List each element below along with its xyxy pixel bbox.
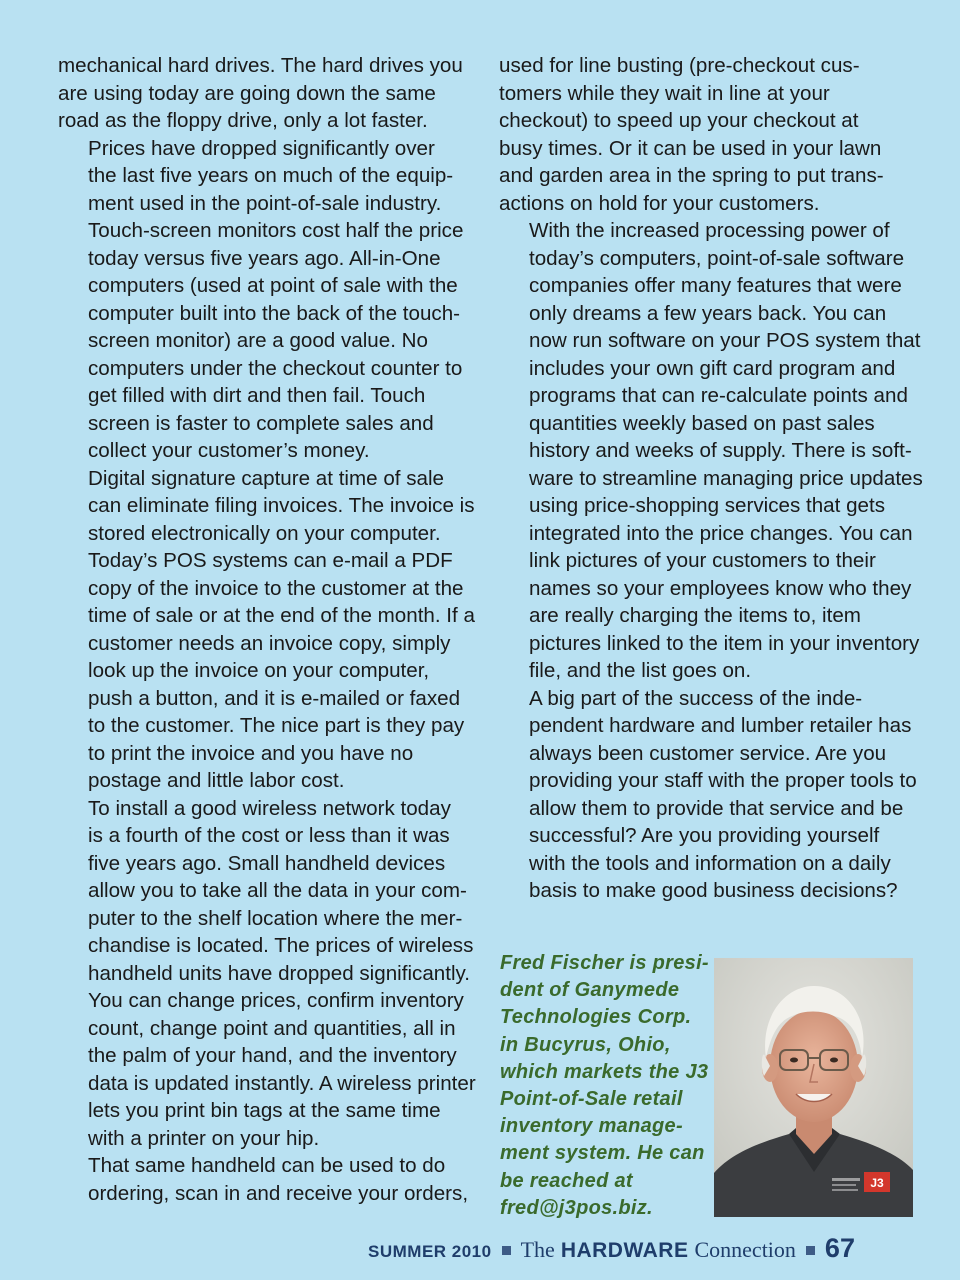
text-line: always been customer service. Are you [529,741,887,765]
text-line: screen monitor) are a good value. No [88,329,428,352]
text-line: stored electronically on your computer. [88,521,441,545]
text-line: are using today are going down the same [58,81,436,105]
text-line: With the increased processing power of [529,219,890,242]
body-paragraph [58,135,476,465]
text-line: is a fourth of the cost or less than it was [88,824,450,847]
bio-line: inventory manage- [500,1115,683,1138]
text-line: and garden area in the spring to put trans- [499,164,884,187]
shirt-logo-text: J3 [870,1176,884,1190]
text-line: ordering, scan in and receive your orders, [88,1181,469,1205]
text-line: handheld units have dropped significantly. [88,961,471,985]
text-line: to the customer. The nice part is they pay [88,714,465,737]
footer-season: SUMMER 2010 [368,1242,492,1261]
text-line: link pictures of your customers to their [529,549,876,572]
text-line: to print the invoice and you have no [88,741,414,765]
bio-line: Fred Fischer is presi- [500,952,709,974]
text-line: push a button, and it is e-mailed or faxed [88,686,461,710]
text-line: with a printer on your hip. [88,1126,320,1150]
body-paragraph [58,1152,476,1207]
text-line: tomers while they wait in line at your [499,81,830,105]
text-line: allow them to provide that service and be [529,796,904,820]
text-line: road as the floppy drive, only a lot faster. [58,109,428,132]
text-line: Digital signature capture at time of sale [88,466,444,490]
text-line: actions on hold for your customers. [499,191,820,215]
bio-line: dent of Ganymede [500,979,680,1002]
footer-the: The [520,1237,555,1262]
bio-line: ment system. He can [500,1142,705,1165]
body-paragraph [499,685,919,905]
bio-line: be reached at [500,1169,633,1192]
text-line: integrated into the price changes. You can [529,521,913,545]
text-line: can eliminate filing invoices. The invoice is [88,494,475,517]
text-line: ware to streamline managing price updates [529,466,923,490]
body-paragraph [58,465,476,795]
text-line: pendent hardware and lumber retailer has [529,714,912,737]
text-line: computers under the checkout counter to [88,356,463,380]
bio-line: in Bucyrus, Ohio, [500,1033,671,1056]
text-line: ment used in the point-of-sale industry. [88,191,442,215]
text-line: That same handheld can be used to do [88,1154,446,1177]
bio-line: fred@j3pos.biz. [500,1196,653,1219]
text-line: count, change point and quantities, all in [88,1016,456,1040]
bio-line: which markets the J3 [500,1060,709,1083]
text-line: companies offer many features that were [529,274,902,297]
text-line: today versus five years ago. All-in-One [88,246,441,270]
text-line: the palm of your hand, and the inventory [88,1044,457,1067]
text-line: chandise is located. The prices of wireless [88,934,474,957]
text-line: only dreams a few years back. You can [529,301,887,325]
text-line: the last five years on much of the equip- [88,164,454,187]
text-line: basis to make good business decisions? [529,879,898,902]
text-line: programs that can re-calculate points and [529,384,908,407]
text-line: pictures linked to the item in your inventory [529,631,920,655]
left-column [58,52,476,1207]
text-line: look up the invoice on your computer, [88,659,430,682]
text-line: allow you to take all the data in your com- [88,879,467,902]
footer-hardware: HARDWARE [560,1239,689,1262]
text-line: used for line busting (pre-checkout cus- [499,54,860,77]
text-line: are really charging the items to, item [529,604,861,627]
text-line: now run software on your POS system that [529,329,921,352]
text-line: file, and the list goes on. [529,659,752,682]
author-portrait [714,958,913,1217]
bio-line: Point-of-Sale retail [500,1088,683,1111]
text-line: with the tools and information on a daily [529,851,891,875]
footer-separator-square [806,1246,815,1255]
text-line: Prices have dropped significantly over [88,136,435,160]
author-bio [500,950,710,1222]
text-line: You can change prices, confirm inventory [88,989,464,1012]
text-line: names so your employees know who they [529,576,912,600]
body-paragraph [58,52,476,135]
author-photo [714,958,913,1217]
body-paragraph [58,795,476,1153]
text-line: Today’s POS systems can e-mail a PDF [88,549,453,572]
body-paragraph [499,52,919,217]
text-line: successful? Are you providing yourself [529,824,880,847]
text-line: copy of the invoice to the customer at the [88,576,464,600]
text-line: A big part of the success of the inde- [529,686,863,710]
text-line: postage and little labor cost. [88,769,345,792]
text-line: time of sale or at the end of the month. If a [88,604,475,627]
text-line: computers (used at point of sale with the [88,274,458,297]
text-line: checkout) to speed up your checkout at [499,109,859,132]
text-line: mechanical hard drives. The hard drives you [58,54,463,77]
text-line: lets you print bin tags at the same time [88,1099,441,1122]
text-line: get filled with dirt and then fail. Touch [88,384,426,407]
text-line: busy times. Or it can be used in your lawn [499,136,882,160]
text-line: quantities weekly based on past sales [529,411,875,435]
text-line: customer needs an invoice copy, simply [88,631,451,655]
text-line: collect your customer’s money. [88,439,370,462]
bio-line: Technologies Corp. [500,1006,692,1029]
text-line: data is updated instantly. A wireless printer [88,1071,476,1095]
text-line: using price-shopping services that gets [529,494,886,517]
text-line: history and weeks of supply. There is soft- [529,439,912,462]
text-line: Touch-screen monitors cost half the price [88,219,464,242]
text-line: screen is faster to complete sales and [88,411,434,435]
text-line: computer built into the back of the touch- [88,301,461,325]
page-number: 67 [824,1233,855,1263]
body-paragraph [499,217,923,685]
text-line: providing your staff with the proper tools to [529,769,917,792]
text-line: To install a good wireless network today [88,796,451,820]
footer-connection: Connection [694,1237,796,1262]
text-line: today’s computers, point-of-sale software [529,246,905,270]
right-column [499,52,923,905]
page-footer [368,1233,928,1269]
text-line: five years ago. Small handheld devices [88,851,446,875]
footer-separator-square [502,1246,511,1255]
text-line: includes your own gift card program and [529,356,896,380]
text-line: puter to the shelf location where the mer- [88,906,463,930]
